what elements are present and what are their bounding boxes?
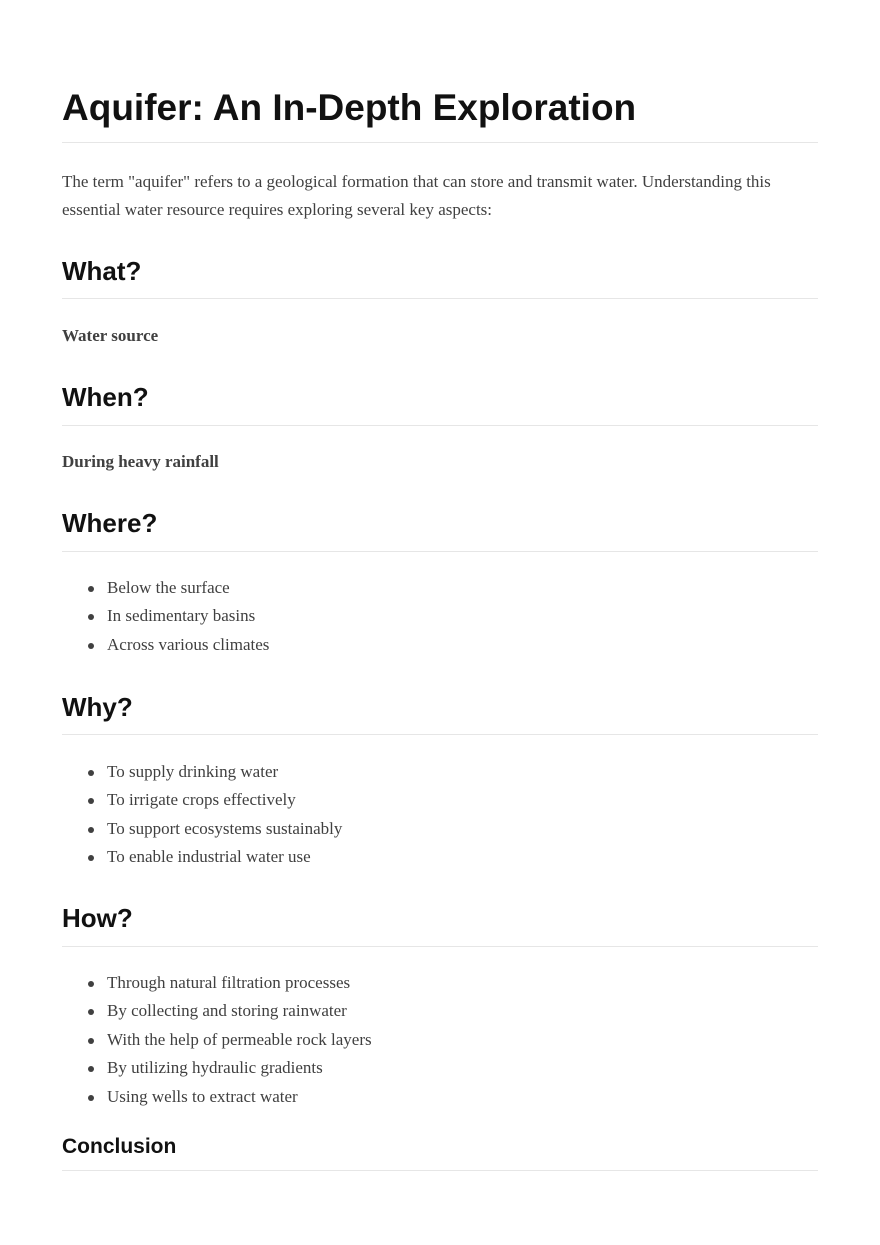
why-list <box>62 758 342 872</box>
bullet-icon <box>88 586 94 592</box>
how-list <box>62 969 372 1111</box>
bullet-icon <box>88 643 94 649</box>
section-divider-conclusion <box>62 1170 818 1171</box>
list-item: In sedimentary basins <box>62 602 269 630</box>
list-item: Through natural filtration processes <box>62 969 372 997</box>
section-heading-what: What? <box>62 256 142 286</box>
list-item: With the help of permeable rock layers <box>62 1026 372 1054</box>
section-divider-when <box>62 425 818 426</box>
when-answer: During heavy rainfall <box>62 452 219 471</box>
bullet-icon <box>88 1038 94 1044</box>
bullet-icon <box>88 1066 94 1072</box>
bullet-icon <box>88 1095 94 1101</box>
section-divider-why <box>62 734 818 735</box>
list-item: By collecting and storing rainwater <box>62 997 372 1025</box>
list-item: Below the surface <box>62 574 269 602</box>
what-answer: Water source <box>62 326 159 345</box>
section-heading-when: When? <box>62 382 149 412</box>
bullet-icon <box>88 855 94 861</box>
section-divider-how <box>62 946 818 947</box>
list-item: Across various climates <box>62 631 269 659</box>
bullet-icon <box>88 827 94 833</box>
intro-paragraph: The term "aquifer" refers to a geological formation that can store and transmit water. Understanding this essential water resource requires exploring several key aspects: <box>62 172 771 219</box>
bullet-icon <box>88 1009 94 1015</box>
list-item: To enable industrial water use <box>62 843 342 871</box>
section-heading-where: Where? <box>62 508 158 538</box>
bullet-icon <box>88 798 94 804</box>
section-divider-where <box>62 551 818 552</box>
list-item: Using wells to extract water <box>62 1083 372 1111</box>
list-item: To supply drinking water <box>62 758 342 786</box>
section-heading-conclusion: Conclusion <box>62 1135 177 1158</box>
list-item: To irrigate crops effectively <box>62 786 342 814</box>
list-item: By utilizing hydraulic gradients <box>62 1054 372 1082</box>
section-heading-how: How? <box>62 903 133 933</box>
section-divider-what <box>62 298 818 299</box>
bullet-icon <box>88 981 94 987</box>
title-divider <box>62 142 818 143</box>
list-item: To support ecosystems sustainably <box>62 815 342 843</box>
page-title: Aquifer: An In-Depth Exploration <box>62 87 637 128</box>
section-heading-why: Why? <box>62 692 133 722</box>
bullet-icon <box>88 770 94 776</box>
where-list <box>62 574 269 659</box>
bullet-icon <box>88 614 94 620</box>
